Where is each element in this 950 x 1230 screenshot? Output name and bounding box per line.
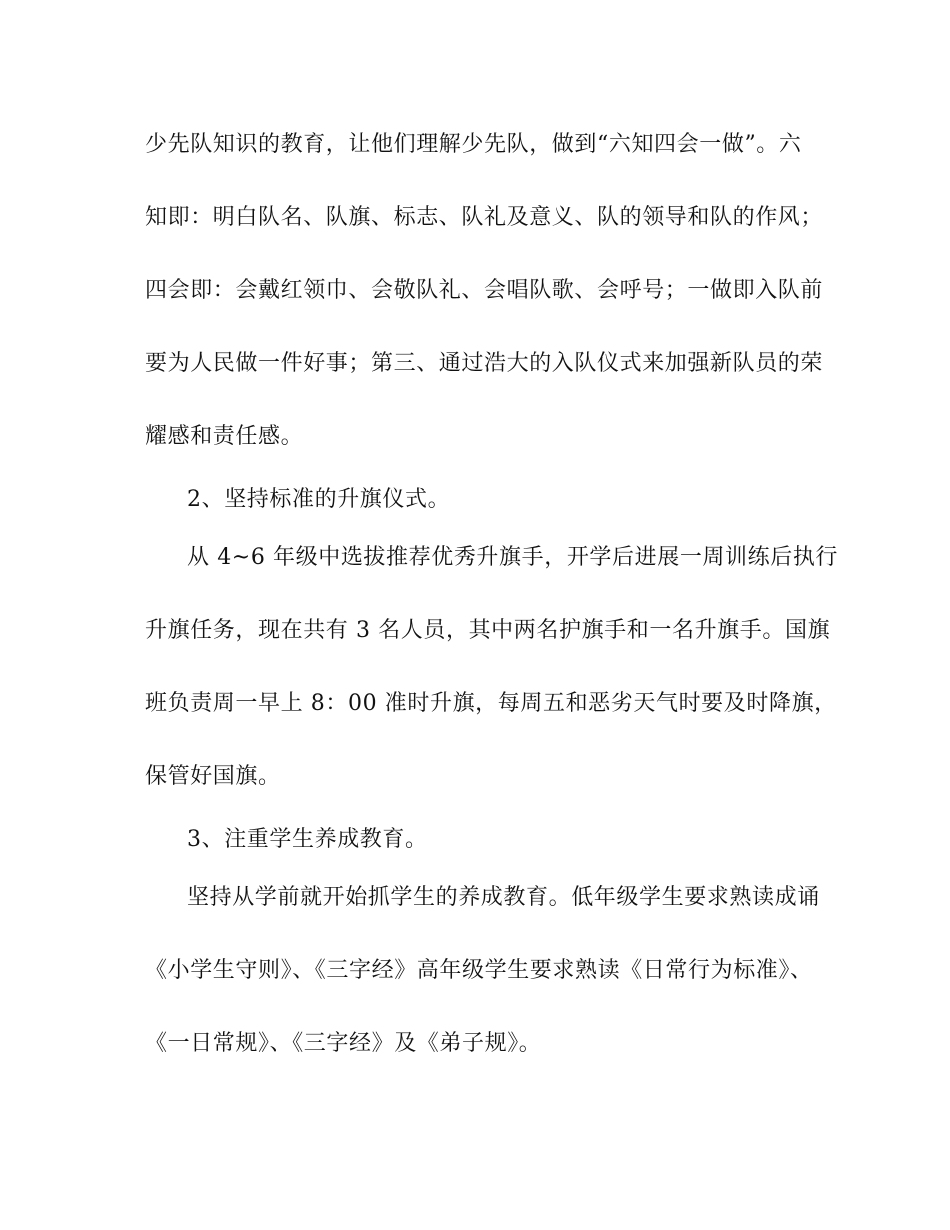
text-line: 保管好国旗。 <box>145 764 281 789</box>
text-line: 班负责周一早上 8：00 准时升旗，每周五和恶劣天气时要及时降旗， <box>145 691 837 716</box>
text-line: 耀感和责任感。 <box>145 424 304 449</box>
text-line: 《一日常规》、《三字经》及《弟子规》。 <box>145 1031 542 1056</box>
section-heading: 2、坚持标准的升旗仪式。 <box>187 487 451 512</box>
text-line: 要为人民做一件好事；第三、通过浩大的入队仪式来加强新队员的荣 <box>145 351 824 376</box>
text-line: 从 4~6 年级中选拔推荐优秀升旗手，开学后进展一周训练后执行 <box>187 545 839 570</box>
text-line: 少先队知识的教育，让他们理解少先队，做到“六知四会一做”。六 <box>145 132 802 157</box>
text-line: 四会即：会戴红领巾、会敬队礼、会唱队歌、会呼号；一做即入队前 <box>145 278 824 303</box>
text-line: 坚持从学前就开始抓学生的养成教育。低年级学生要求熟读成诵 <box>187 885 820 910</box>
text-line: 《小学生守则》、《三字经》高年级学生要求熟读《日常行为标准》、 <box>145 958 813 983</box>
section-heading: 3、注重学生养成教育。 <box>187 827 428 852</box>
text-line: 升旗任务，现在共有 3 名人员，其中两名护旗手和一名升旗手。国旗 <box>145 618 831 643</box>
text-line: 知即：明白队名、队旗、标志、队礼及意义、队的领导和队的作风； <box>145 205 824 230</box>
